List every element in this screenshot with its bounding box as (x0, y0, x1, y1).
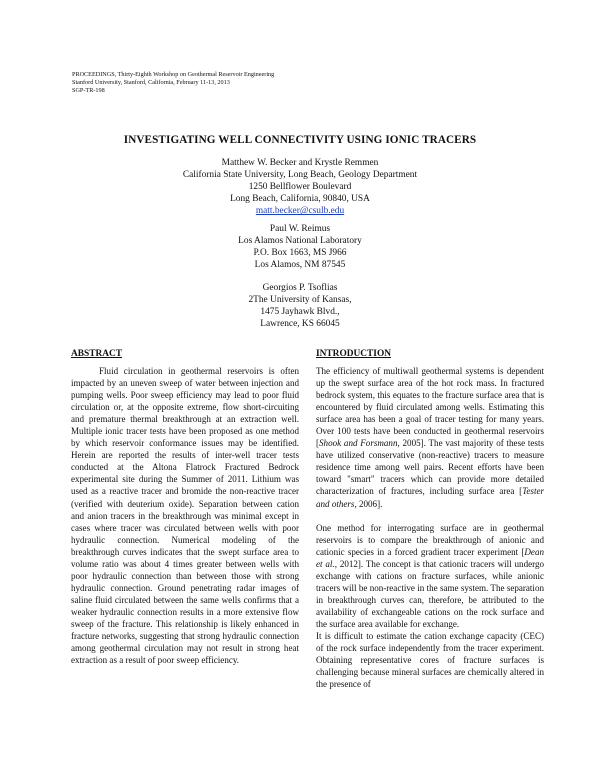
author-affiliation: 2The University of Kansas, (248, 295, 352, 306)
abstract-heading: ABSTRACT (71, 349, 123, 359)
author-street: 1250 Bellflower Boulevard (248, 182, 352, 193)
author-block-2 (0, 223, 600, 271)
author-names: Matthew W. Becker and Krystle Remmen (221, 158, 379, 168)
author-email-link[interactable]: matt.becker@csulb.edu (255, 206, 345, 217)
introduction-column (316, 365, 544, 690)
introduction-heading: INTRODUCTION (316, 349, 392, 359)
paper-title: INVESTIGATING WELL CONNECTIVITY USING IONIC TRACERS (123, 134, 477, 146)
intro-p1-text-a: The efficiency of multiwall geothermal systems is dependent up the swept surface area of the hot rock mass. In fractured bedrock system, this equates to the fracture surface area that is encountered by fluid circulated among wells. Estimating this surface area has been a goal of tracer testing for many years. Over 100 tests have been conducted in geothermal reservoirs [ (316, 366, 544, 449)
intro-p2-text-a: One method for interrogating surface are in geothermal reservoirs is to compare the breakthrough of anionic and cationic species in a forced gradient tracer experiment [ (316, 522, 544, 557)
intro-p2-text-b: , 2012]. The concept is that cationic tracers will undergo exchange with cations on fracture surfaces, while anionic tracers will be non-reactive in the same system. The separation in breakthrough curves can, therefore, be attributed to the availability of exchangeable cations on the rock surface and the surface area available for exchange. (316, 558, 545, 629)
header-line-1: PROCEEDINGS, Thirty-Eighth Workshop on Geothermal Reservoir Engineering (72, 71, 275, 78)
author-city: Los Alamos, NM 87545 (254, 260, 346, 271)
author-block-1 (0, 157, 600, 217)
abstract-column (71, 365, 299, 666)
author-street: 1475 Jayhawk Blvd., (260, 307, 340, 318)
citation-dean: Dean et al. (316, 546, 544, 569)
introduction-paragraph-3: It is difficult to estimate the cation exchange capacity (CEC) of the rock surface independently from the tracer experiment. Obtaining representative cores of fracture surfaces is challenging because mineral surfaces are chemically altered in the presence of (316, 630, 544, 690)
introduction-paragraph-1 (316, 365, 544, 510)
author-name: Georgios P. Tsoflias (262, 283, 338, 293)
header-line-2: Stanford University, Stanford, California, February 11-13, 2013 (72, 79, 230, 87)
author-city: Lawrence, KS 66045 (260, 319, 340, 330)
introduction-paragraph-2 (316, 522, 544, 630)
author-block-3 (0, 282, 600, 330)
author-po-box: P.O. Box 1663, MS J966 (253, 248, 347, 259)
citation-tester: Tester and others (316, 486, 544, 509)
author-name: Paul W. Reimus (269, 224, 331, 234)
intro-p1-text-c: , 2006]. (354, 498, 383, 509)
header-line-3: SGP-TR-198 (72, 87, 105, 95)
abstract-text: Fluid circulation in geothermal reservoirs is often impacted by an uneven sweep of water between injection and pumping wells. Poor sweep efficiency may lead to poor fluid circulation or, at the opposite extreme, flow short-circuiting and premature thermal breakthrough at an extraction well. Multiple ionic tracer tests have been proposed as one method by which reservoir conformance issues may be identified. Herein are reported the results of inter-well tracer tests conducted at the Altona Flatrock Fractured Bedrock experimental site during the Summer of 2011. Lithium was used as a reactive tracer and bromide the non-reactive tracer (verified with deuterium oxide). Separation between cation and anion tracers in the breakthrough was minimal except in cases where tracer was circulated between wells with poor hydraulic connection. Numerical modeling of the breakthrough curves indicates that the swept surface area to volume ratio was about 4 times greater between wells with poor hydraulic connection than between those with strong hydraulic connection. Ground penetrating radar images of saline fluid circulated between the same wells confirms that a weaker hydraulic connection results in a more extensive flow sweep of the fracture. This relationship is likely enhanced in fracture networks, suggesting that strong hydraulic connection among geothermal circulation may not result in strong heat extraction as a result of poor sweep efficiency. (71, 366, 299, 666)
proceedings-header (72, 71, 274, 96)
author-city: Long Beach, California, 90840, USA (230, 194, 370, 205)
intro-p1-text-b: , 2005]. The vast majority of these tests have utilized conservative (non-reactive) tracers to measure residence time among well pairs. Recent efforts have been toward "smart" tracers which can provide more detailed characterization of fractures, including surface area [ (316, 438, 544, 497)
author-affiliation: California State University, Long Beach, Geology Department (182, 170, 418, 181)
citation-shook-forsmann: Shook and Forsmann (319, 438, 398, 449)
author-affiliation: Los Alamos National Laboratory (238, 236, 362, 247)
